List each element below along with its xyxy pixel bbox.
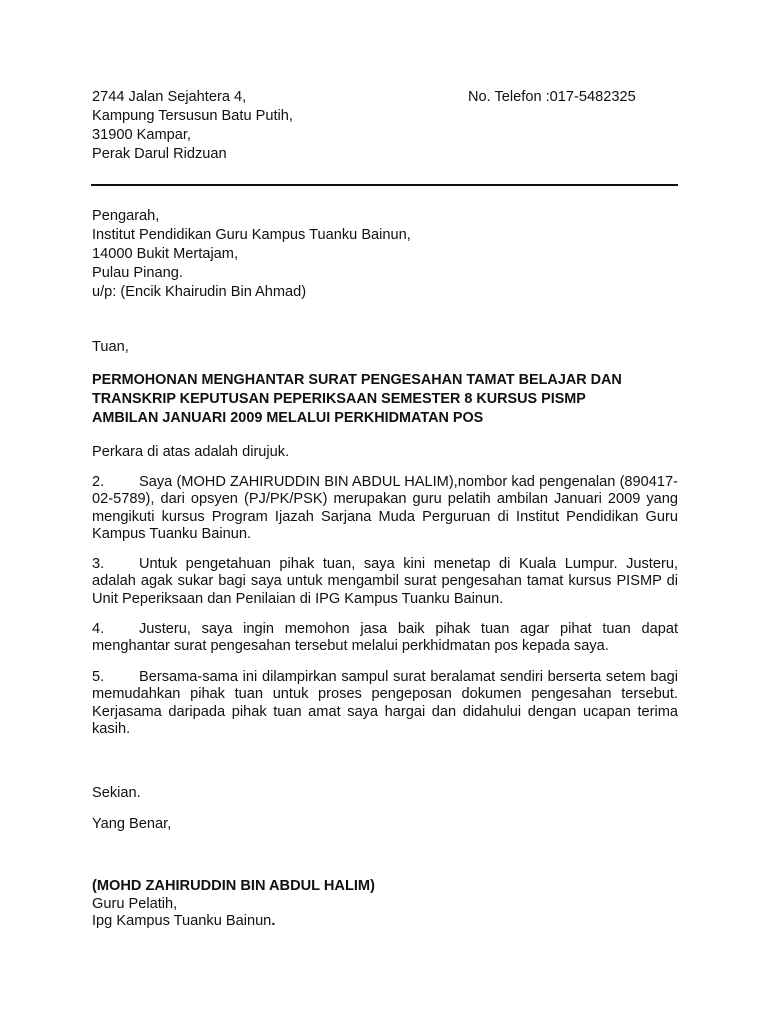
closing: Sekian. <box>92 785 141 801</box>
subject-line: TRANSKRIP KEPUTUSAN PEPERIKSAAN SEMESTER 8 KURSUS PISMP <box>92 391 586 407</box>
signatory-institution: Ipg Kampus Tuanku Bainun <box>92 913 272 929</box>
paragraph-text: Saya (MOHD ZAHIRUDDIN BIN ABDUL HALIM),nombor kad pengenalan (890417-02-5789), dari opsyen (PJ/PK/PSK) merupakan guru pelatih ambilan Januari 2009 yang mengikuti kursus Program Ijazah Sarjana Muda Perguruan di Institut Pendidikan Guru Kampus Tuanku Bainun. <box>92 474 678 542</box>
paragraph-number: 4. <box>92 621 105 637</box>
reference-line: Perkara di atas adalah dirujuk. <box>92 444 290 460</box>
recipient-line: Institut Pendidikan Guru Kampus Tuanku Bainun, <box>92 227 411 243</box>
sender-address-line: 31900 Kampar, <box>92 127 191 143</box>
body-paragraph <box>92 669 678 738</box>
paragraph-text: Justeru, saya ingin memohon jasa baik pihak tuan agar pihat tuan dapat menghantar surat pengesahan tersebut melalui perkhidmatan pos kepada saya. <box>92 621 678 655</box>
body-paragraph <box>92 621 678 656</box>
paragraph-text: Untuk pengetahuan pihak tuan, saya kini menetap di Kuala Lumpur. Justeru, adalah agak sukar bagi saya untuk mengambil surat pengesahan tamat kursus PISMP di Unit Peperiksaan dan Penilaian di IPG Kampus Tuanku Bainun. <box>92 556 678 607</box>
institution-period: . <box>271 913 276 929</box>
signatory-institution-line <box>92 913 375 931</box>
paragraph-number: 5. <box>92 669 105 685</box>
paragraph-number: 2. <box>92 474 105 490</box>
recipient-line: 14000 Bukit Mertajam, <box>92 246 239 262</box>
sender-address-line: Kampung Tersusun Batu Putih, <box>92 108 293 124</box>
body-paragraph <box>92 474 678 543</box>
signature-block <box>92 878 375 931</box>
body-paragraph <box>92 556 678 608</box>
valediction: Yang Benar, <box>92 816 172 832</box>
sender-address-line: 2744 Jalan Sejahtera 4, <box>92 89 247 105</box>
sender-address-line: Perak Darul Ridzuan <box>92 146 227 162</box>
subject-line: AMBILAN JANUARI 2009 MELALUI PERKHIDMATAN POS <box>92 410 484 426</box>
header-divider <box>91 184 678 186</box>
recipient-address <box>92 207 411 302</box>
sender-phone: No. Telefon :017-5482325 <box>468 89 636 105</box>
paragraph-text: Bersama-sama ini dilampirkan sampul surat beralamat sendiri berserta setem bagi memudahkan pihak tuan untuk proses pengeposan dokumen pengesahan tersebut. Kerjasama daripada pihak tuan amat saya hargai dan didahului dengan ucapan terima kasih. <box>92 669 678 737</box>
signatory-name: (MOHD ZAHIRUDDIN BIN ABDUL HALIM) <box>92 878 375 894</box>
paragraph-number: 3. <box>92 556 105 572</box>
recipient-line: u/p: (Encik Khairudin Bin Ahmad) <box>92 284 307 300</box>
letter-subject <box>92 371 678 428</box>
sender-address <box>92 88 293 164</box>
recipient-line: Pengarah, <box>92 208 160 224</box>
recipient-line: Pulau Pinang. <box>92 265 183 281</box>
salutation: Tuan, <box>92 339 129 355</box>
signatory-title: Guru Pelatih, <box>92 895 178 912</box>
subject-line: PERMOHONAN MENGHANTAR SURAT PENGESAHAN TAMAT BELAJAR DAN <box>92 372 622 388</box>
